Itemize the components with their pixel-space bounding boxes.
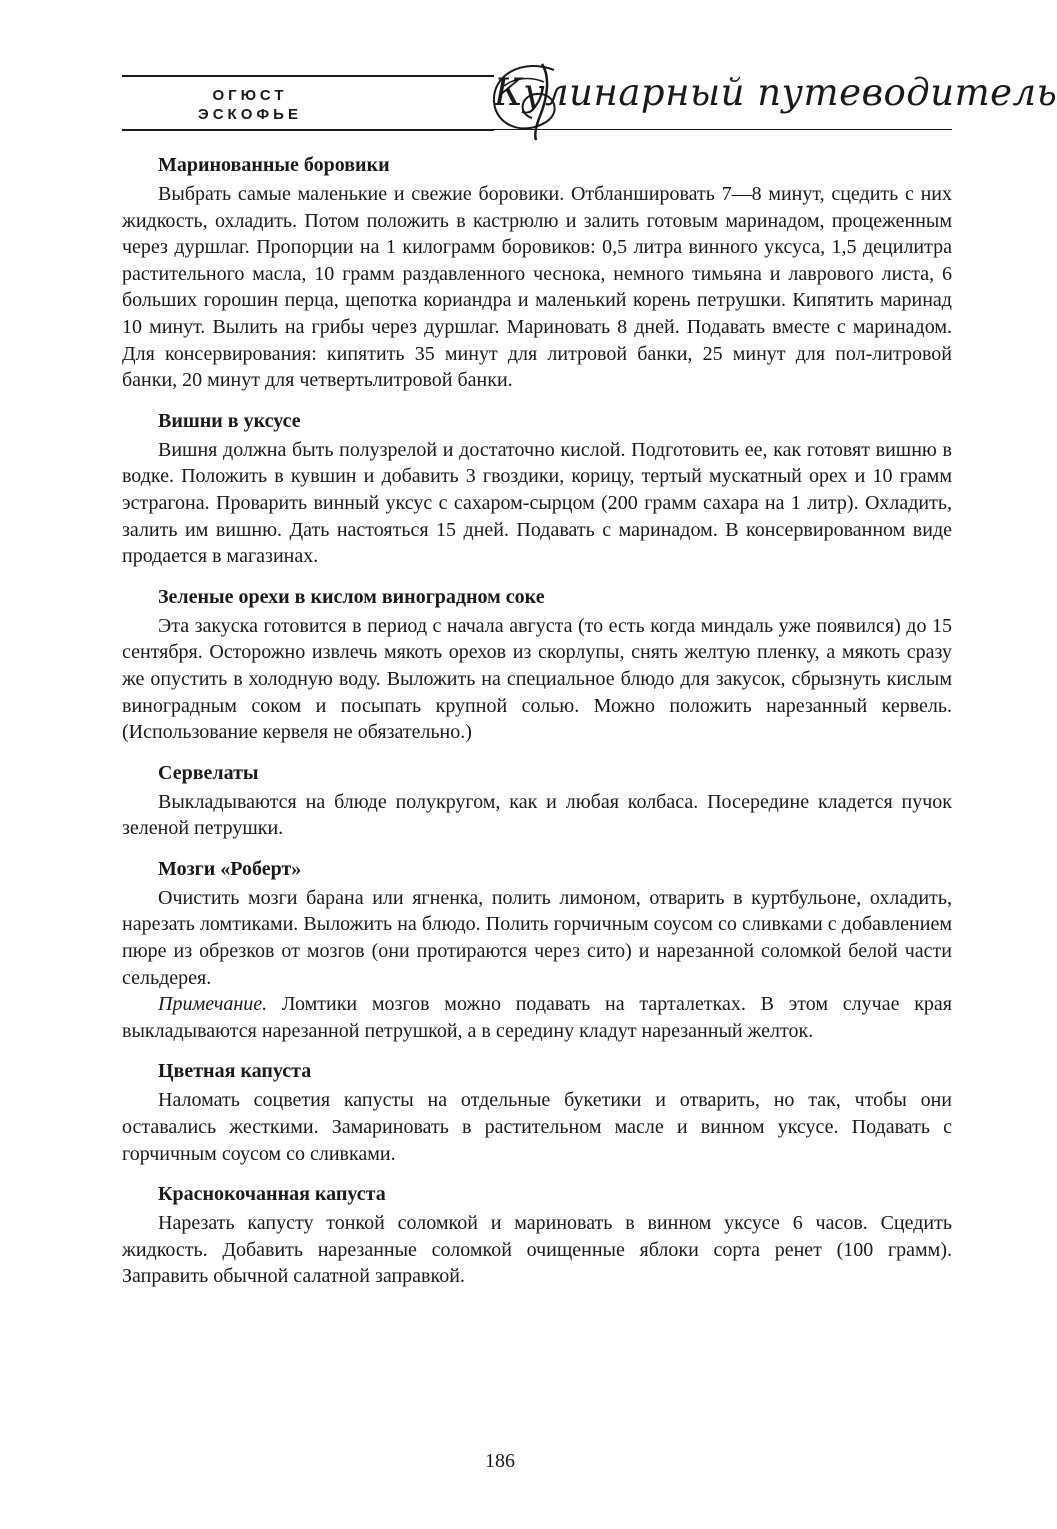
recipe-text: Нарезать капусту тонкой соломкой и мариновать в винном уксусе 6 часов. Сцедить жидкость. Добавить нарезанные соломкой очищенные яблоки сорта ренет (100 грамм). Заправить обычной салатной заправкой. xyxy=(122,1212,952,1288)
recipe-red-cabbage xyxy=(122,1181,952,1290)
recipe-marinated-porcini xyxy=(122,152,952,394)
header-rule-bottom xyxy=(122,129,494,131)
recipe-cervelats xyxy=(122,760,952,842)
recipe-text: Выкладываются на блюде полукругом, как и любая колбаса. Посередине кладется пучок зеленой петрушки. xyxy=(122,790,952,840)
recipe-text: Выбрать самые маленькие и свежие боровики. Отбланшировать 7—8 минут, сцедить с них жидкость, охладить. Потом положить в кастрюлю и залить готовым маринадом, процеженным через дуршлаг. Пропорции на 1 килограмм боровиков: 0,5 литра винного уксуса, 1,5 децилитра растительного масла, 10 грамм раздавленного чеснока, немного тимьяна и лаврового листа, 6 больших горошин перца, щепотка кориандра и маленький корень петрушки. Кипятить маринад 10 минут. Вылить на грибы через дуршлаг. Мариновать 8 дней. Подавать вместе с маринадом. Для консервирования: кипятить 35 минут для литровой банки, 25 минут для пол-литровой банки, 20 минут для четвертьлитровой банки. xyxy=(122,183,952,392)
book-title: Кулинарный путеводитель xyxy=(494,71,1057,114)
recipe-text: Вишня должна быть полузрелой и достаточно кислой. Подготовить ее, как готовят вишню в водке. Положить в кувшин и добавить 3 гвоздики, корицу, тертый мускатный орех и 10 грамм эстрагона. Проварить винный уксус с сахаром-сырцом (200 грамм сахара на 1 литр). Охладить, залить им вишню. Дать настояться 15 дней. Подавать с маринадом. В консервированном виде продается в магазинах. xyxy=(122,438,952,568)
recipe-title: Зеленые орехи в кислом виноградном соке xyxy=(158,585,545,608)
author-first-name: ОГЮСТ xyxy=(212,87,288,104)
recipe-note xyxy=(122,991,952,1044)
header-rule-top xyxy=(122,75,494,77)
recipe-title: Сервелаты xyxy=(158,761,259,784)
author-last-name: ЭСКОФЬЕ xyxy=(198,106,302,123)
page-body xyxy=(122,152,952,1304)
recipe-green-walnuts xyxy=(122,584,952,746)
note-label: Примечание. xyxy=(158,993,268,1016)
recipe-text: Эта закуска готовится в период с начала августа (то есть когда миндаль уже появился) до 15 сентября. Осторожно извлечь мякоть орехов из скорлупы, снять желтую пленку, а мякоть сразу же опустить в холодную воду. Выложить на специальное блюдо для закусок, сбрызнуть кислым виноградным соком и посыпать крупной солью. Можно положить нарезанный кервель. (Использование кервеля не обязательно.) xyxy=(122,614,952,744)
note-text: Ломтики мозгов можно подавать на тарталетках. В этом случае края выкладываются нарезанной петрушкой, а в середину кладут нарезанный желток. xyxy=(122,993,952,1042)
recipe-cauliflower xyxy=(122,1058,952,1167)
recipe-title: Краснокочанная капуста xyxy=(158,1183,386,1206)
recipe-brains-robert xyxy=(122,856,952,1045)
recipe-text: Очистить мозги барана или ягненка, полить лимоном, отварить в куртбульоне, охладить, нарезать ломтиками. Выложить на блюдо. Полить горчичным соусом со сливками с добавлением пюре из обрезков от мозгов (они протираются через сито) и нарезанной соломкой белой части сельдерея. xyxy=(122,886,952,989)
recipe-title: Цветная капуста xyxy=(158,1060,312,1083)
recipe-title: Вишни в уксусе xyxy=(158,409,301,432)
recipe-cherries-in-vinegar xyxy=(122,408,952,570)
recipe-title: Маринованные боровики xyxy=(158,154,390,176)
running-header xyxy=(118,56,1057,148)
recipe-text: Наломать соцветия капусты на отдельные букетики и отварить, но так, чтобы они оставались жесткими. Замариновать в растительном масле и винном уксусе. Подавать с горчичным соусом со сливками. xyxy=(122,1089,952,1165)
page-number: 186 xyxy=(485,1450,515,1472)
author-name xyxy=(170,86,330,124)
recipe-title: Мозги «Роберт» xyxy=(158,857,302,880)
